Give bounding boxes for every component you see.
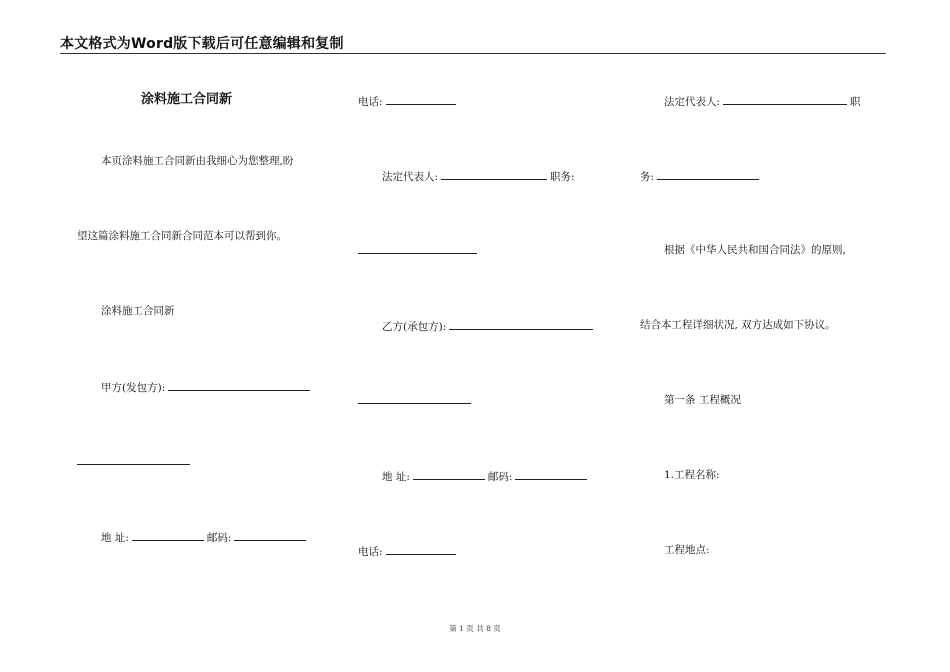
party-b-label: 乙方(承包方):: [382, 321, 447, 333]
intro-line-1: 本页涂料施工合同新由我细心为您整理,盼: [101, 155, 294, 167]
phone-label: 电话:: [358, 96, 383, 108]
party-b-phone-row: [358, 543, 459, 559]
phone-blank: [386, 543, 456, 555]
party-a-blank: [168, 379, 310, 391]
postcode-blank: [515, 468, 587, 480]
party-b-position-row: [640, 168, 762, 184]
party-b-row: [382, 318, 596, 334]
project-name-label: 1.工程名称:: [664, 469, 720, 481]
document-title: 涂料施工合同新: [141, 92, 233, 107]
party-a-label: 甲方(发包方):: [101, 382, 166, 394]
party-a-phone-row: [358, 93, 459, 109]
legal-rep-blank: [723, 93, 847, 105]
address-blank: [413, 468, 485, 480]
position-label-end: 务:: [640, 171, 655, 183]
party-b-legal-rep-row: [664, 93, 861, 109]
phone-label: 电话:: [358, 546, 383, 558]
project-location-label: 工程地点:: [664, 544, 710, 556]
contract-subtitle: 涂料施工合同新: [101, 305, 175, 317]
party-b-blank: [449, 318, 593, 330]
legal-rep-label: 法定代表人:: [664, 96, 721, 108]
page-header: [60, 33, 886, 54]
header-text: 本文格式为Word版下载后可任意编辑和复制: [60, 36, 344, 52]
position-label: 职务:: [550, 171, 575, 183]
party-a-row: [101, 379, 313, 395]
page-number: 第 1 页 共 8 页: [449, 624, 501, 633]
party-a-legal-rep-row: [382, 168, 575, 184]
phone-blank: [386, 93, 456, 105]
article-1-heading: 第一条 工程概况: [664, 394, 741, 406]
party-b-continuation-blank: [358, 403, 471, 404]
postcode-label: 邮码:: [206, 532, 232, 544]
intro-line-2: 望这篇涂料施工合同新合同范本可以帮到你。: [77, 230, 287, 242]
postcode-blank: [234, 529, 306, 541]
position-blank: [657, 168, 759, 180]
legal-rep-blank: [441, 168, 547, 180]
address-label: 地 址:: [382, 471, 410, 483]
postcode-label: 邮码:: [487, 471, 513, 483]
position-blank: [358, 253, 477, 254]
party-b-address-row: [382, 468, 590, 484]
position-label-start: 职: [850, 96, 861, 108]
legal-rep-label: 法定代表人:: [382, 171, 439, 183]
party-a-continuation-blank: [77, 464, 190, 465]
address-blank: [132, 529, 204, 541]
address-label: 地 址:: [101, 532, 129, 544]
agreement-line: 结合本工程详细状况, 双方达成如下协议。: [640, 319, 836, 331]
contract-law-line: 根据《中华人民共和国合同法》的原则,: [664, 244, 846, 256]
party-a-address-row: [101, 529, 309, 545]
